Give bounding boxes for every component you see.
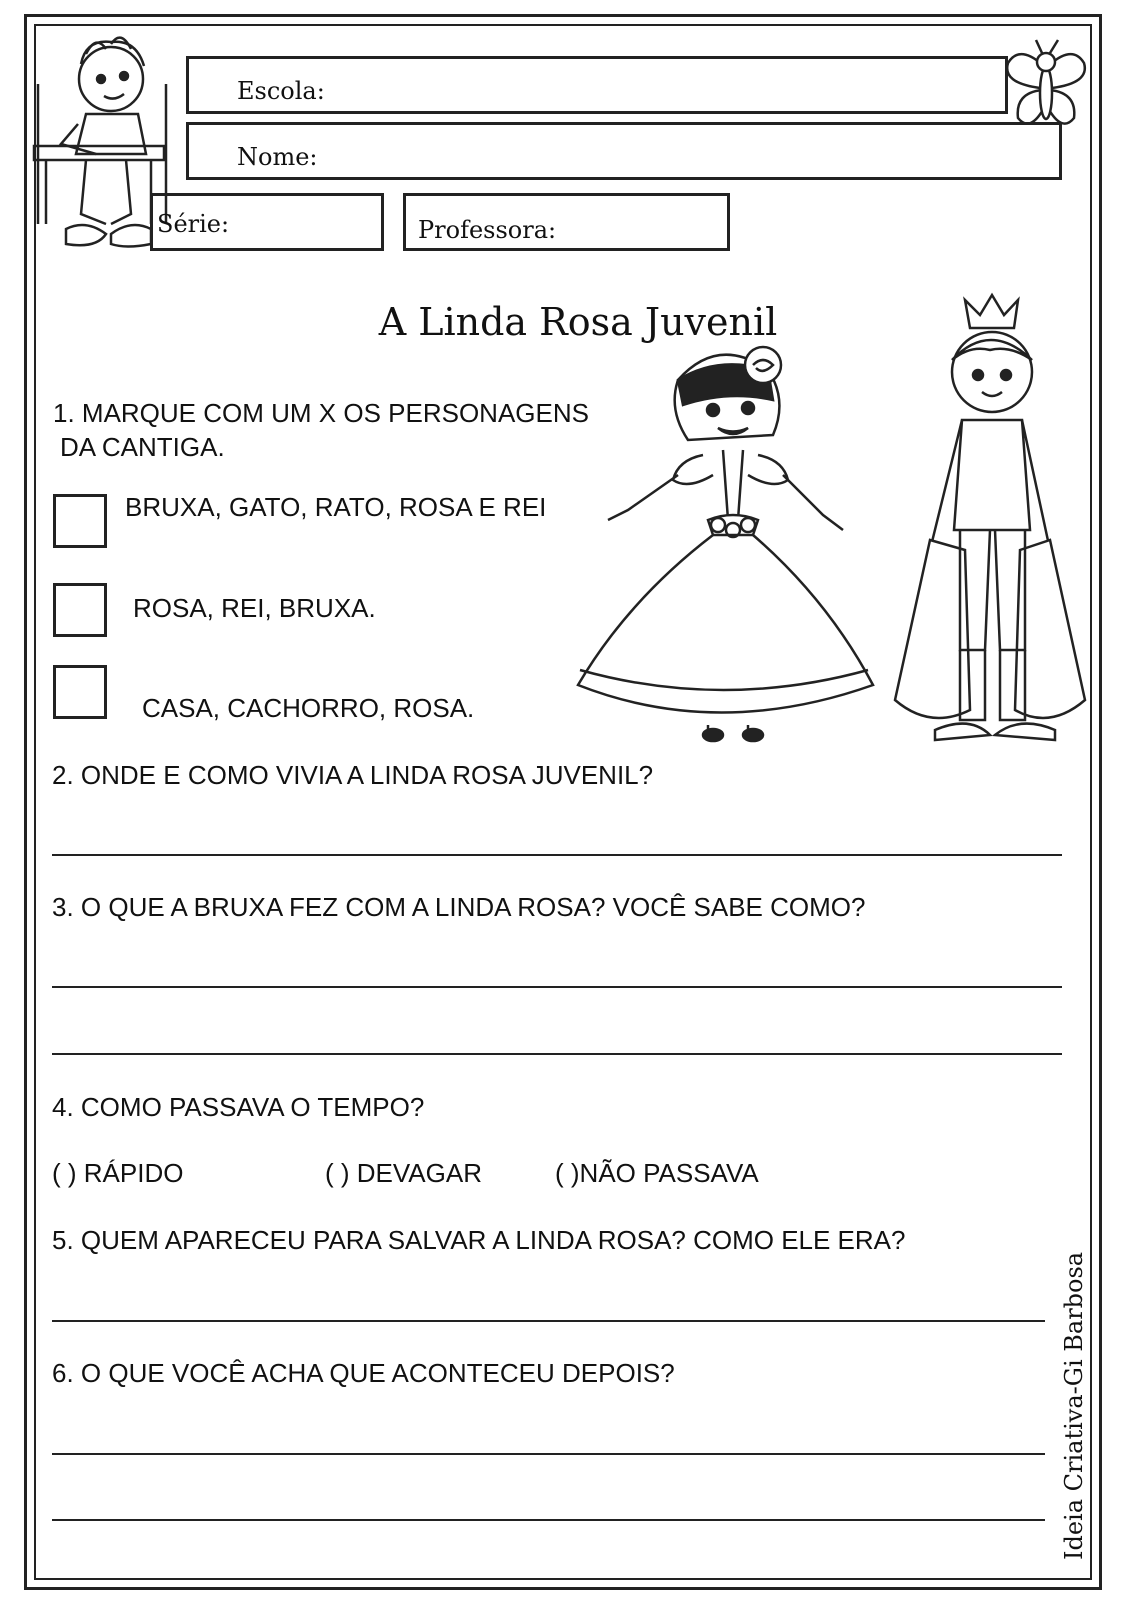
q1-option-2-checkbox[interactable] [53,583,107,637]
q1-option-3-checkbox[interactable] [53,665,107,719]
serie-field[interactable] [150,193,384,251]
q1-option-2-label: ROSA, REI, BRUXA. [133,593,376,623]
answer-line[interactable] [52,986,1062,988]
answer-line[interactable] [52,1053,1062,1055]
professora-field[interactable] [403,193,730,251]
answer-line[interactable] [52,1519,1045,1521]
q1-text-line2: DA CANTIGA. [60,432,225,462]
professora-label: Professora: [418,216,557,244]
escola-label: Escola: [237,77,325,105]
nome-field[interactable] [186,122,1062,180]
q2-text: 2. ONDE E COMO VIVIA A LINDA ROSA JUVENIL? [52,760,654,790]
answer-line[interactable] [52,854,1062,856]
prince-illustration [890,290,1090,760]
q6-text: 6. O QUE VOCÊ ACHA QUE ACONTECEU DEPOIS? [52,1358,675,1388]
q1-text-line1: 1. MARQUE COM UM X OS PERSONAGENS [53,398,589,428]
nome-label: Nome: [237,143,318,171]
q1-option-3-label: CASA, CACHORRO, ROSA. [142,693,475,723]
escola-field[interactable] [186,56,1008,114]
q3-text: 3. O QUE A BRUXA FEZ COM A LINDA ROSA? VOCÊ SABE COMO? [52,892,866,922]
q4-option-devagar[interactable]: ( ) DEVAGAR [325,1158,482,1188]
q4-option-nao-passava[interactable]: ( )NÃO PASSAVA [555,1158,759,1188]
page-border-inner [34,24,1092,1580]
q1-option-1-checkbox[interactable] [53,494,107,548]
q5-text: 5. QUEM APARECEU PARA SALVAR A LINDA ROSA? COMO ELE ERA? [52,1225,906,1255]
q4-option-rapido[interactable]: ( ) RÁPIDO [52,1158,184,1188]
page-title: A Linda Rosa Juvenil [378,300,778,344]
answer-line[interactable] [52,1453,1045,1455]
princess-illustration [568,340,878,750]
answer-line[interactable] [52,1320,1045,1322]
q4-text: 4. COMO PASSAVA O TEMPO? [52,1092,425,1122]
serie-label: Série: [157,210,230,238]
q1-option-1-label: BRUXA, GATO, RATO, ROSA E REI [125,492,547,522]
author-credit: Ideia Criativa-Gi Barbosa [1060,1251,1088,1560]
